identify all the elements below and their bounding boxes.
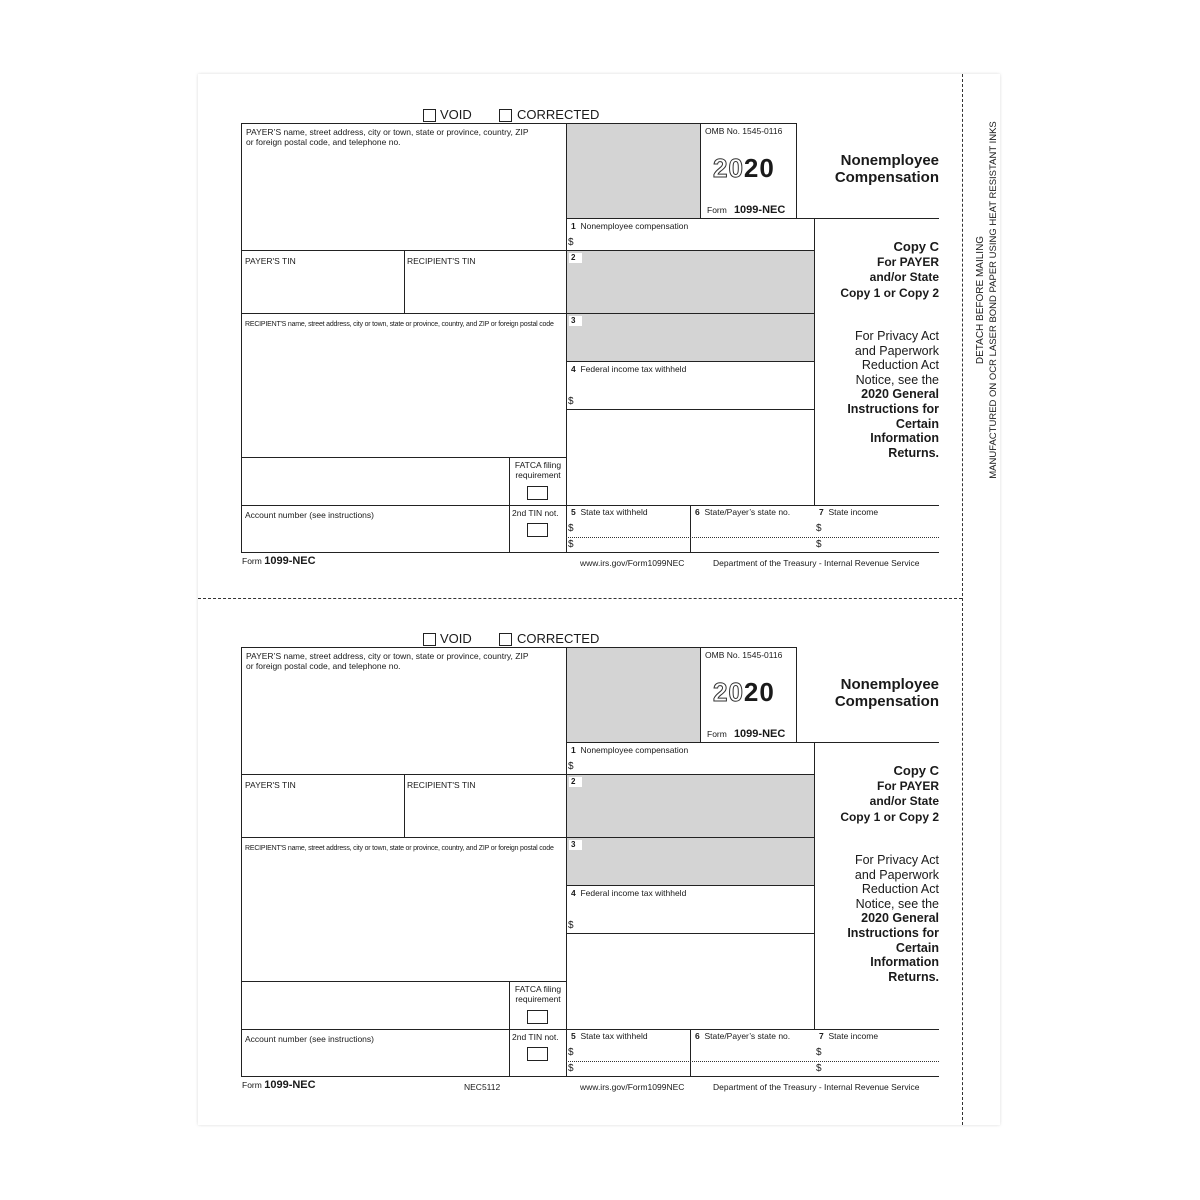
void-checkbox[interactable] xyxy=(423,109,436,122)
omb-number: OMB No. 1545-0116 xyxy=(705,126,783,136)
copy-designation: Copy C For PAYER and/or State Copy 1 or Copy 2 xyxy=(840,239,939,300)
corrected-checkbox[interactable] xyxy=(499,109,512,122)
footer-website: www.irs.gov/Form1099NEC xyxy=(580,1082,685,1092)
corrected-checkbox[interactable] xyxy=(499,633,512,646)
form-title: Nonemployee Compensation xyxy=(834,676,939,710)
payer-name-label: PAYER’S name, street address, city or town, state or province, country, ZIP or foreign postal code, and telephone no. xyxy=(246,127,529,147)
footer-website: www.irs.gov/Form1099NEC xyxy=(580,558,685,568)
box2-gray xyxy=(567,775,815,837)
footer-code: NEC5112 xyxy=(464,1082,501,1092)
box2-gray xyxy=(567,251,815,313)
footer-form-name: Form 1099-NEC xyxy=(242,555,316,567)
privacy-notice: For Privacy Act and Paperwork Reduction Act Notice, see the 2020 General Instructions for Certain Information Returns. xyxy=(847,853,939,984)
second-tin-checkbox[interactable] xyxy=(527,1047,548,1061)
footer-department: Department of the Treasury - Internal Revenue Service xyxy=(713,558,920,568)
box1-dollar: $ xyxy=(568,237,574,248)
box4-label: 4 Federal income tax withheld xyxy=(571,364,687,374)
box3-gray xyxy=(567,838,815,885)
account-number-label: Account number (see instructions) xyxy=(245,1034,374,1044)
payer-name-label: PAYER’S name, street address, city or town, state or province, country, ZIP or foreign postal code, and telephone no. xyxy=(246,651,529,671)
gray-area-top xyxy=(567,124,700,218)
fatca-label: FATCA filing requirement xyxy=(514,460,562,480)
box5-dollar-1: $ xyxy=(568,1047,574,1058)
box4-dollar: $ xyxy=(568,396,574,407)
box6-label: 6 State/Payer’s state no. xyxy=(695,507,791,517)
box3-number: 3 xyxy=(569,316,582,326)
corrected-label: CORRECTED xyxy=(517,107,600,122)
box5-dollar-2: $ xyxy=(568,539,574,550)
box6-label: 6 State/Payer’s state no. xyxy=(695,1031,791,1041)
second-tin-label: 2nd TIN not. xyxy=(512,1032,559,1042)
payer-tin-label: PAYER'S TIN xyxy=(245,780,296,790)
fatca-checkbox[interactable] xyxy=(527,1010,548,1024)
fatca-label: FATCA filing requirement xyxy=(514,984,562,1004)
corrected-label: CORRECTED xyxy=(517,631,600,646)
recipient-name-label: RECIPIENT'S name, street address, city or town, state or province, country, and ZIP or foreign postal code xyxy=(245,845,554,852)
recipient-tin-label: RECIPIENT'S TIN xyxy=(407,780,476,790)
box7-dollar-2: $ xyxy=(816,1063,822,1074)
box3-gray xyxy=(567,314,815,361)
box3-number: 3 xyxy=(569,840,582,850)
box7-label: 7 State income xyxy=(819,1031,879,1041)
account-number-label: Account number (see instructions) xyxy=(245,510,374,520)
void-checkbox[interactable] xyxy=(423,633,436,646)
box1-label: 1 Nonemployee compensation xyxy=(571,745,689,755)
box4-dollar: $ xyxy=(568,920,574,931)
box5-label: 5 State tax withheld xyxy=(571,507,648,517)
tax-year: 2020 xyxy=(713,153,775,183)
form-id-box: Form 1099-NEC xyxy=(707,728,786,740)
box5-dollar-1: $ xyxy=(568,523,574,534)
fatca-checkbox[interactable] xyxy=(527,486,548,500)
box5-label: 5 State tax withheld xyxy=(571,1031,648,1041)
void-label: VOID xyxy=(440,631,472,646)
box7-label: 7 State income xyxy=(819,507,879,517)
box7-dollar-2: $ xyxy=(816,539,822,550)
tax-year: 2020 xyxy=(713,677,775,707)
void-label: VOID xyxy=(440,107,472,122)
omb-number: OMB No. 1545-0116 xyxy=(705,650,783,660)
gray-area-top xyxy=(567,648,700,742)
form-copy-bottom xyxy=(0,524,1200,1124)
box1-label: 1 Nonemployee compensation xyxy=(571,221,689,231)
payer-tin-label: PAYER'S TIN xyxy=(245,256,296,266)
box5-dollar-2: $ xyxy=(568,1063,574,1074)
form-id-box: Form 1099-NEC xyxy=(707,204,786,216)
box2-number: 2 xyxy=(569,777,582,787)
side-detach-text: DETACH BEFORE MAILING MANUFACTURED ON OCR LASER BOND PAPER USING HEAT RESISTANT INKS xyxy=(975,121,999,479)
footer-department: Department of the Treasury - Internal Revenue Service xyxy=(713,1082,920,1092)
privacy-notice: For Privacy Act and Paperwork Reduction Act Notice, see the 2020 General Instructions for Certain Information Returns. xyxy=(847,329,939,460)
footer-form-name: Form 1099-NEC xyxy=(242,1079,316,1091)
box2-number: 2 xyxy=(569,253,582,263)
form-title: Nonemployee Compensation xyxy=(834,152,939,186)
box1-dollar: $ xyxy=(568,761,574,772)
box7-dollar-1: $ xyxy=(816,1047,822,1058)
box7-dollar-1: $ xyxy=(816,523,822,534)
copy-designation: Copy C For PAYER and/or State Copy 1 or Copy 2 xyxy=(840,763,939,824)
second-tin-label: 2nd TIN not. xyxy=(512,508,559,518)
recipient-tin-label: RECIPIENT'S TIN xyxy=(407,256,476,266)
box4-label: 4 Federal income tax withheld xyxy=(571,888,687,898)
recipient-name-label: RECIPIENT'S name, street address, city or town, state or province, country, and ZIP or foreign postal code xyxy=(245,321,554,328)
